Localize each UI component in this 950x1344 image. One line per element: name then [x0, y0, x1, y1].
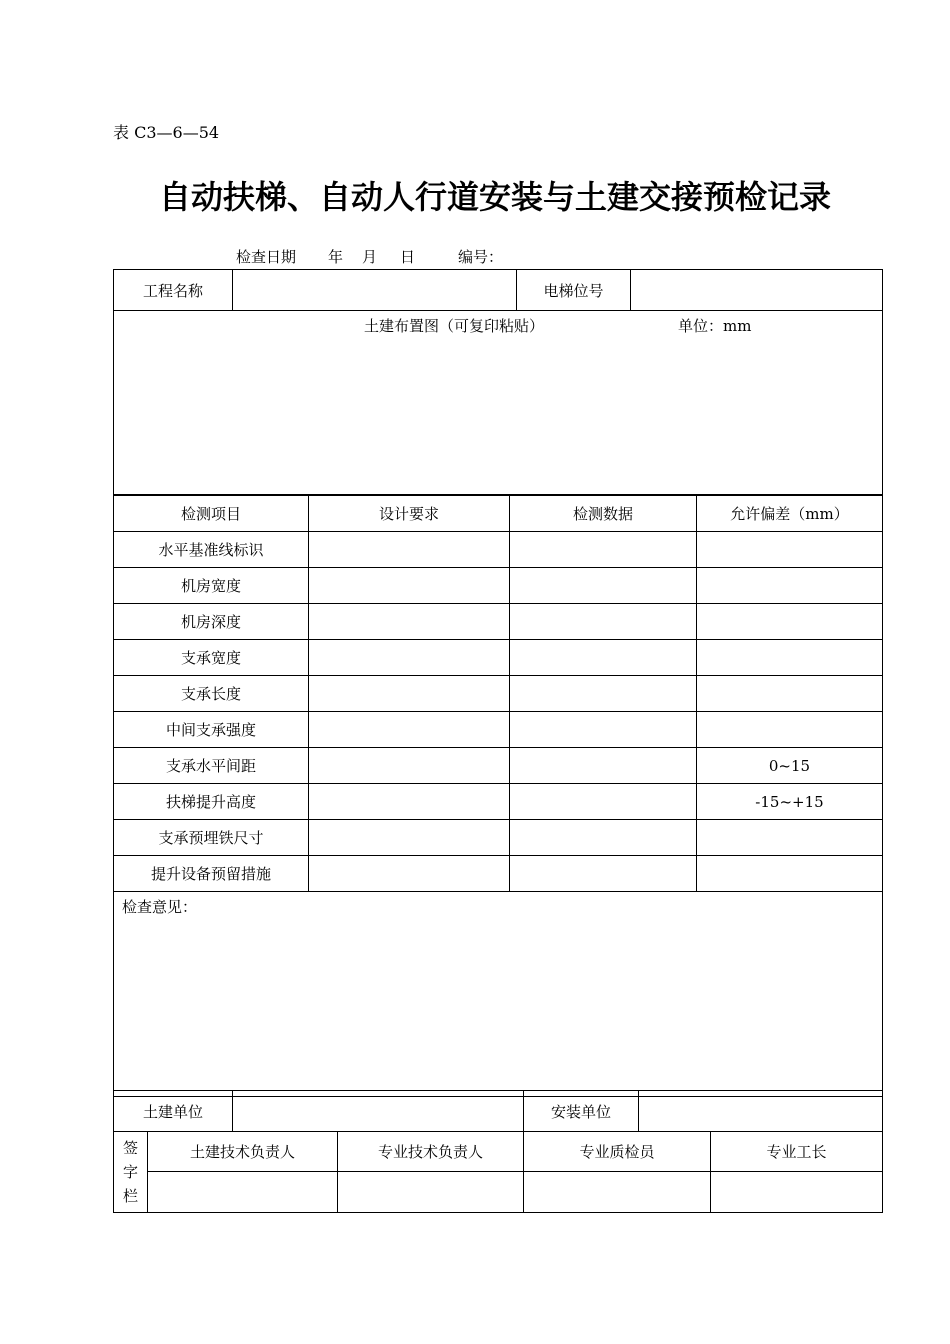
- table-row: [114, 532, 883, 568]
- design-cell[interactable]: [309, 532, 510, 568]
- civil-unit-field[interactable]: [233, 1091, 524, 1132]
- page-title: 自动扶梯、自动人行道安装与土建交接预检记录: [158, 178, 831, 216]
- opinion-area[interactable]: [114, 892, 883, 1097]
- opinion-label: 检查意见：: [122, 898, 198, 916]
- role-specialty-tech-lead: 专业技术负责人: [338, 1132, 524, 1172]
- role-civil-tech-lead: 土建技术负责人: [148, 1132, 338, 1172]
- table-row: [114, 784, 883, 820]
- item-name: 机房宽度: [114, 568, 309, 604]
- civil-unit-label: 土建单位: [114, 1091, 233, 1132]
- year-label: 年: [328, 248, 344, 266]
- column-header: 检测项目: [114, 495, 309, 532]
- signature-table: [113, 1090, 883, 1213]
- data-cell[interactable]: [510, 532, 697, 568]
- elevator-position-field[interactable]: [631, 270, 883, 311]
- item-name: 支承预埋铁尺寸: [114, 820, 309, 856]
- tolerance-cell: [697, 640, 883, 676]
- tolerance-cell: 0~15: [697, 748, 883, 784]
- design-cell[interactable]: [309, 604, 510, 640]
- project-table: [113, 269, 883, 496]
- number-label: 编号：: [458, 248, 504, 266]
- column-header: 允许偏差（mm）: [697, 495, 883, 532]
- tolerance-cell: [697, 532, 883, 568]
- data-cell[interactable]: [510, 784, 697, 820]
- tolerance-cell: [697, 604, 883, 640]
- tolerance-cell: [697, 568, 883, 604]
- item-name: 扶梯提升高度: [114, 784, 309, 820]
- design-cell[interactable]: [309, 748, 510, 784]
- elevator-position-label: 电梯位号: [517, 270, 631, 311]
- item-name: 水平基准线标识: [114, 532, 309, 568]
- role-foreman: 专业工长: [711, 1132, 883, 1172]
- install-unit-field[interactable]: [639, 1091, 883, 1132]
- layout-unit: 单位：mm: [678, 317, 752, 335]
- data-cell[interactable]: [510, 676, 697, 712]
- design-cell[interactable]: [309, 712, 510, 748]
- signature-char: 签: [122, 1139, 138, 1157]
- design-cell[interactable]: [309, 784, 510, 820]
- column-header: 检测数据: [510, 495, 697, 532]
- form-code: 表 C3—6—54: [113, 123, 220, 142]
- item-name: 支承长度: [114, 676, 309, 712]
- signature-char: 栏: [122, 1187, 138, 1205]
- table-row: [114, 640, 883, 676]
- signature-field[interactable]: [711, 1172, 883, 1213]
- tolerance-cell: [697, 820, 883, 856]
- item-name: 支承水平间距: [114, 748, 309, 784]
- item-name: 提升设备预留措施: [114, 856, 309, 892]
- item-name: 中间支承强度: [114, 712, 309, 748]
- tolerance-cell: [697, 712, 883, 748]
- table-row: [114, 712, 883, 748]
- data-cell[interactable]: [510, 640, 697, 676]
- table-row: [114, 820, 883, 856]
- data-cell[interactable]: [510, 568, 697, 604]
- signature-field[interactable]: [524, 1172, 711, 1213]
- inspection-table: [113, 494, 883, 1097]
- design-cell[interactable]: [309, 640, 510, 676]
- data-cell[interactable]: [510, 604, 697, 640]
- project-name-field[interactable]: [233, 270, 517, 311]
- design-cell[interactable]: [309, 820, 510, 856]
- data-cell[interactable]: [510, 856, 697, 892]
- column-header: 设计要求: [309, 495, 510, 532]
- layout-caption: 土建布置图（可复印粘贴）: [364, 317, 545, 335]
- table-row: [114, 748, 883, 784]
- table-row: [114, 568, 883, 604]
- signature-field[interactable]: [148, 1172, 338, 1213]
- table-row: [114, 676, 883, 712]
- month-label: 月: [362, 248, 378, 266]
- day-label: 日: [400, 248, 416, 266]
- data-cell[interactable]: [510, 748, 697, 784]
- item-name: 机房深度: [114, 604, 309, 640]
- date-label: 检查日期: [236, 248, 297, 266]
- tolerance-cell: [697, 676, 883, 712]
- project-name-label: 工程名称: [114, 270, 233, 311]
- signature-field[interactable]: [338, 1172, 524, 1213]
- role-quality-inspector: 专业质检员: [524, 1132, 711, 1172]
- table-row: [114, 604, 883, 640]
- tolerance-cell: -15~+15: [697, 784, 883, 820]
- table-row: [114, 856, 883, 892]
- install-unit-label: 安装单位: [524, 1091, 639, 1132]
- data-cell[interactable]: [510, 820, 697, 856]
- tolerance-cell: [697, 856, 883, 892]
- layout-drawing-area[interactable]: [114, 311, 883, 496]
- signature-char: 字: [122, 1163, 138, 1181]
- item-name: 支承宽度: [114, 640, 309, 676]
- design-cell[interactable]: [309, 676, 510, 712]
- signature-column-label: [114, 1132, 148, 1213]
- data-cell[interactable]: [510, 712, 697, 748]
- design-cell[interactable]: [309, 568, 510, 604]
- design-cell[interactable]: [309, 856, 510, 892]
